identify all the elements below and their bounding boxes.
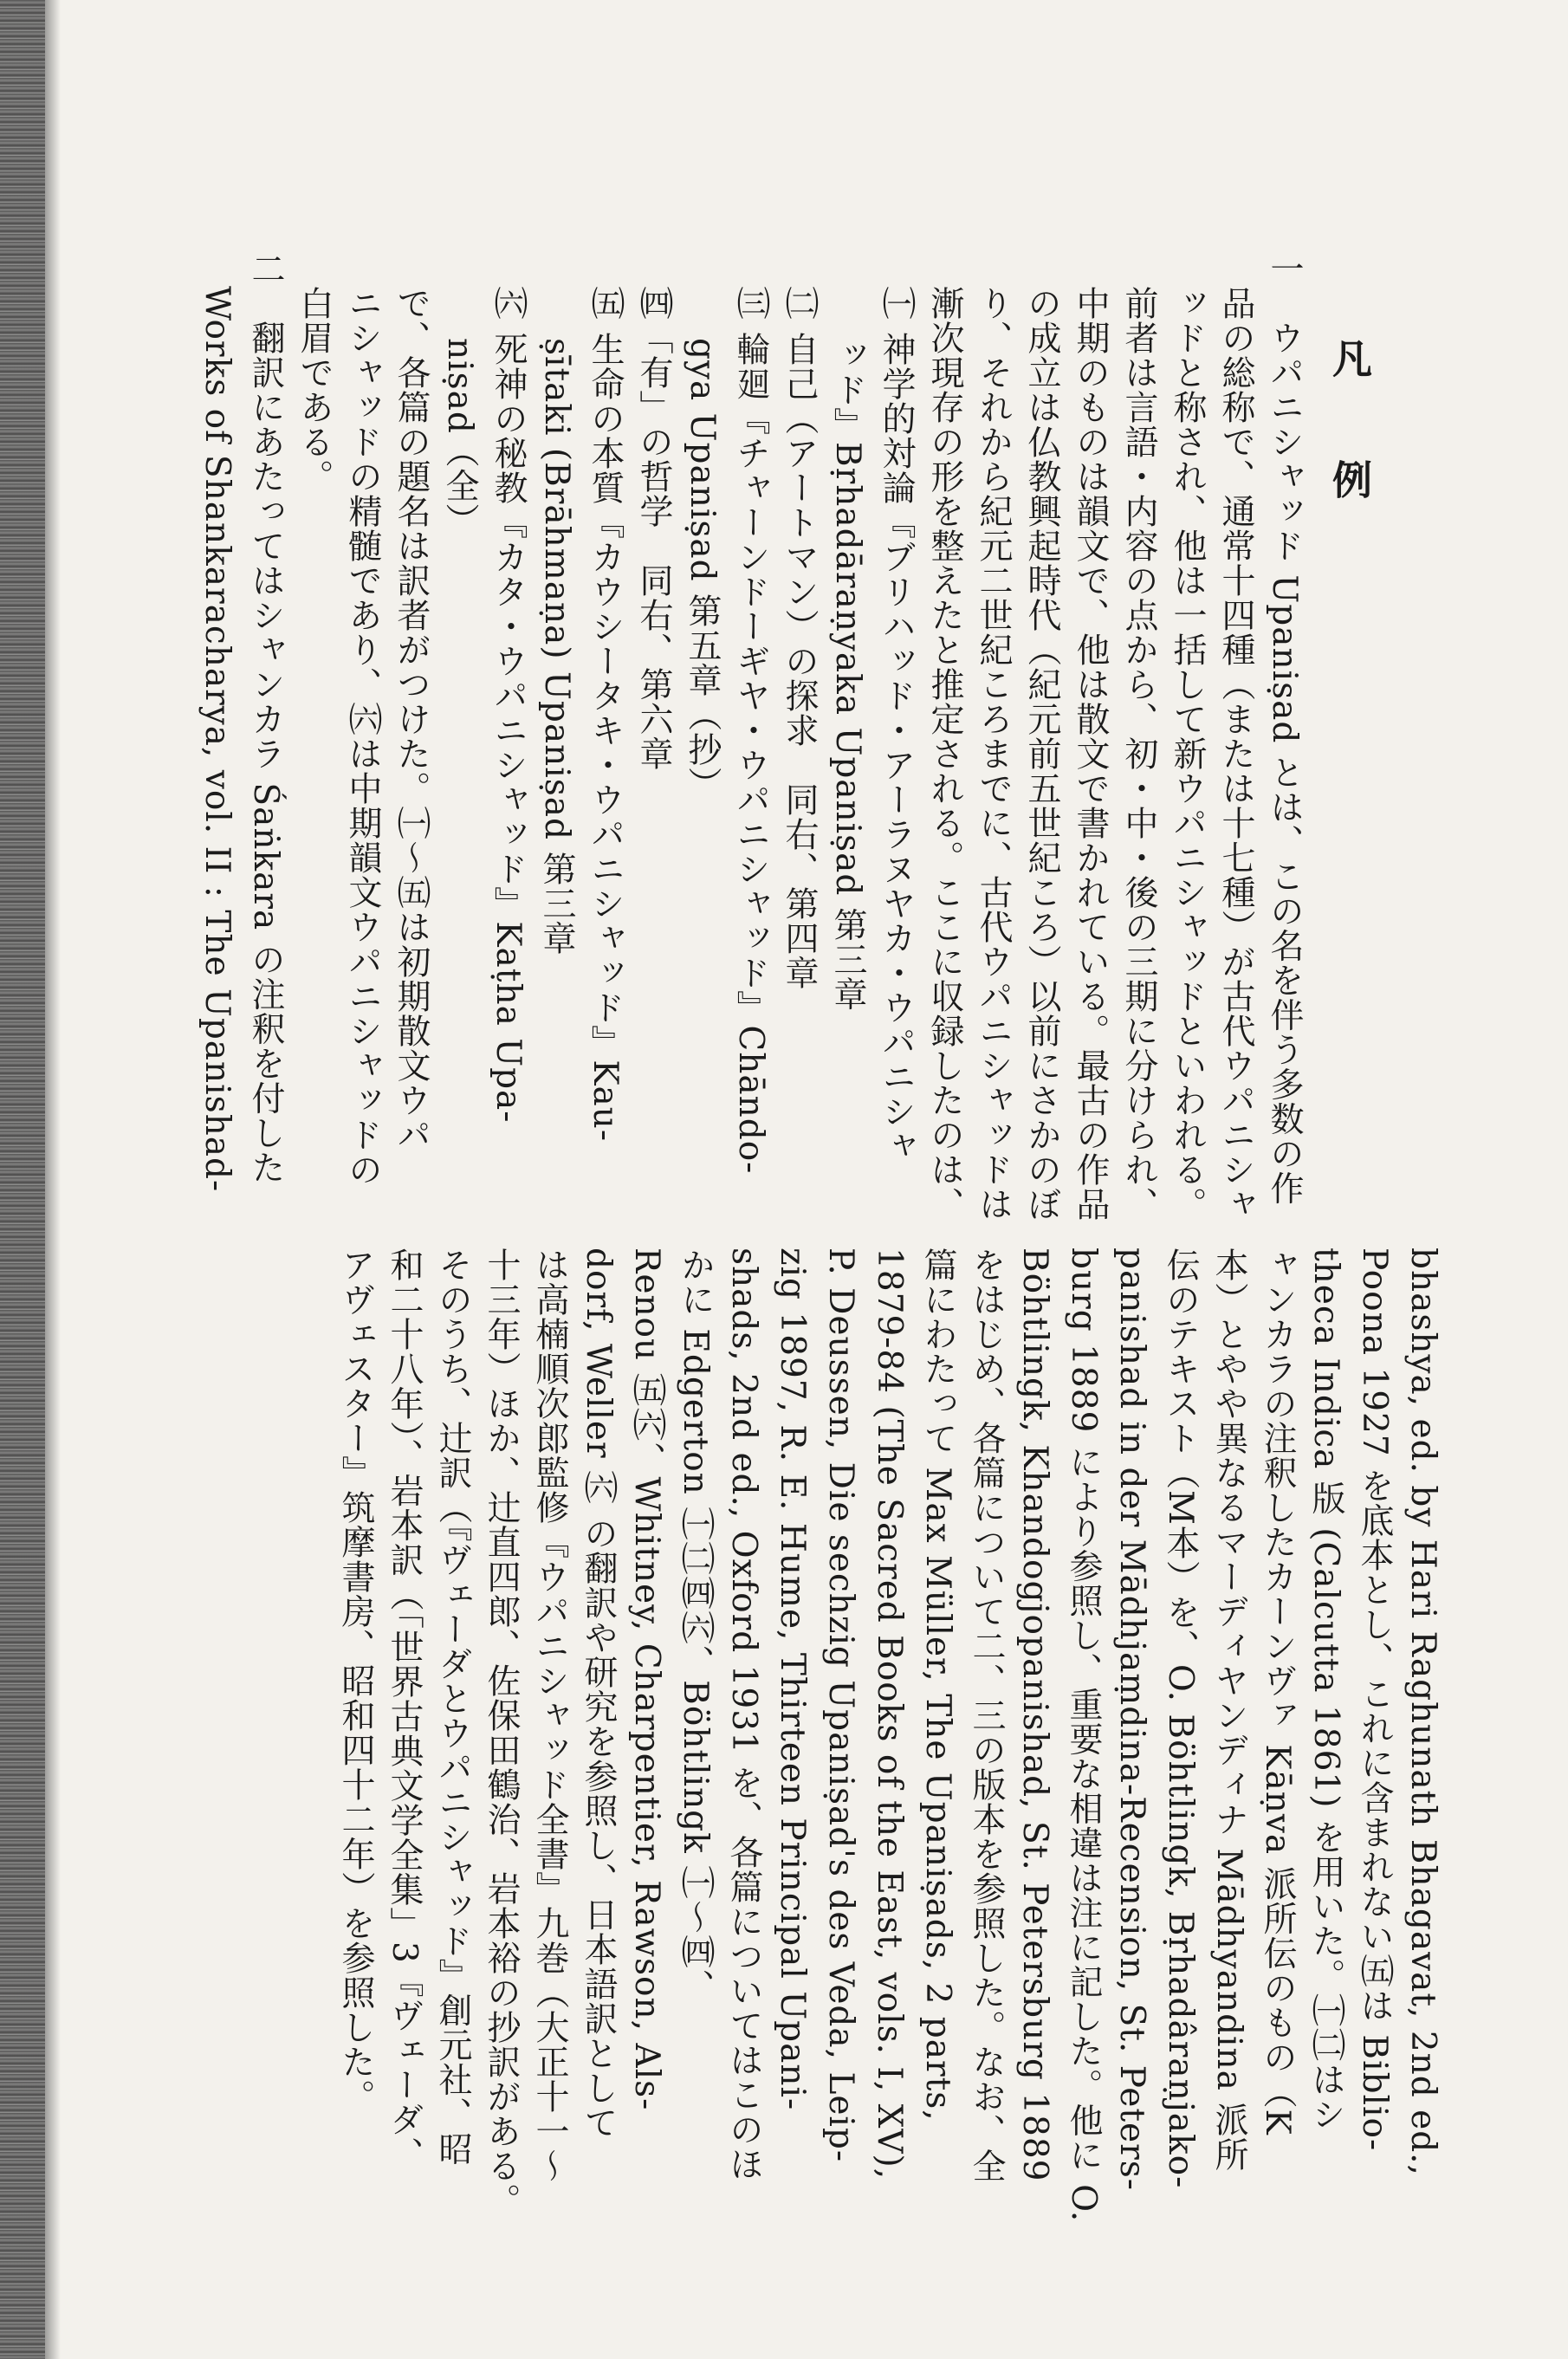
text-line: ッド』Bṛhadāraṇyaka Upaniṣad 第三章 bbox=[828, 338, 867, 1012]
text-line: 1879-84 (The Sacred Books of the East, vols. I, XV), bbox=[870, 1248, 909, 2181]
text-line: zig 1897, R. E. Hume, Thirteen Principal Upani- bbox=[773, 1248, 812, 2111]
text-line: 伝のテキスト（M本）を、O. Böhtlingk, Bṛhadâraṇjako- bbox=[1161, 1248, 1200, 2189]
binding-edge-shadow bbox=[45, 0, 61, 2359]
text-line: 篇にわたって Max Müller, The Upaniṣads, 2 parts, bbox=[918, 1248, 957, 2122]
text-line: ㈥ 死神の秘教『カタ・ウパニシャッド』Kaṭha Upa- bbox=[489, 286, 528, 1124]
text-line: theca Indica 版 (Calcutta 1861) を用いた。㈠㈡はシ bbox=[1306, 1248, 1345, 2132]
page-heading: 凡 例 bbox=[1326, 338, 1373, 520]
text-line: をはじめ、各篇について二、三の版本を参照した。なお、全 bbox=[967, 1248, 1006, 2183]
text-line: ṣītaki (Brāhmaṇa) Upaniṣad 第三章 bbox=[537, 338, 576, 956]
text-line: アヴェスター』筑摩書房、昭和四十二年）を参照した。 bbox=[336, 1248, 375, 2114]
text-block-bottom bbox=[104, 1248, 1447, 2223]
text-line: り、それから紀元二世紀ころまでに、古代ウパニシャッドは bbox=[974, 286, 1013, 1222]
text-line: gya Upaniṣad 第五章（抄） bbox=[683, 338, 722, 801]
text-line: panishad in der Mādhjaṃdina-Recension, St. Peters- bbox=[1112, 1248, 1151, 2191]
text-line: burg 1889 により参照し、重要な相違は注に記した。他に O. bbox=[1064, 1248, 1103, 2223]
text-line: は高楠順次郎監修『ウパニシャッド全書』九巻（大正十一〜 bbox=[530, 1248, 569, 2183]
text-line: ニシャッドの精髄であり、㈥は中期韻文ウパニシャッドの bbox=[343, 286, 382, 1187]
text-line: 二 翻訳にあたってはシャンカラ Śaṅkara の注釈を付した bbox=[246, 251, 285, 1185]
text-line: niṣad（全） bbox=[440, 338, 479, 538]
text-line: そのうち、辻訳（『ヴェーダとウパニシャッド』創元社、昭 bbox=[433, 1248, 472, 2167]
text-line: ㈡ 自己（アートマン）の探求 同右、第四章 bbox=[780, 286, 819, 991]
text-line: ッドと称され、他は一括して新ウパニシャッドといわれる。 bbox=[1168, 286, 1207, 1222]
text-line: Böhtlingk, Khandogjopanishad, St. Petersburg 1889 bbox=[1015, 1248, 1054, 2182]
text-line: bhashya, ed. by Hari Raghunath Bhagavat, 2nd ed., bbox=[1403, 1248, 1442, 2176]
text-line: 中期のものは韻文で、他は散文で書かれている。最古の作品 bbox=[1071, 286, 1110, 1222]
text-line: ㈣「有」の哲学 同右、第六章 bbox=[634, 286, 673, 771]
text-line: Renou ㈤㈥、Whitney, Charpentier, Rawson, Als- bbox=[627, 1248, 666, 2111]
text-line: 一 ウパニシャッド Upaniṣad とは、この名を伴う多数の作 bbox=[1265, 251, 1304, 1206]
text-line: Works of Shankaracharya, vol. II : The Upanishad- bbox=[198, 286, 236, 1193]
text-line: 十三年）ほか、辻直四郎、佐保田鶴治、岩本裕の抄訳がある。 bbox=[482, 1248, 521, 2218]
text-line: かに Edgerton ㈠㈡㈣㈥、Böhtlingk ㈠〜㈣、 bbox=[676, 1248, 715, 2005]
text-block-top bbox=[198, 251, 1308, 1222]
text-line: P. Deussen, Die sechzig Upaniṣad's des Veda, Leip- bbox=[821, 1248, 860, 2163]
text-line: ㈠ 神学的対論『ブリハッド・アーラヌヤカ・ウパニシャ bbox=[877, 286, 916, 1164]
text-line: ㈤ 生命の本質『カウシータキ・ウパニシャッド』Kau- bbox=[586, 286, 625, 1143]
text-line: ャンカラの注釈したカーンヴァ Kāṇva 派所伝のもの（K bbox=[1258, 1248, 1297, 2135]
text-line: Poona 1927 を底本とし、これに含まれない㈤は Biblio- bbox=[1355, 1248, 1394, 2152]
text-line: shads, 2nd ed., Oxford 1931 を、各篇についてはこのほ bbox=[724, 1248, 763, 2182]
book-binding-shadow bbox=[0, 0, 45, 2359]
text-line: 前者は言語・内容の点から、初・中・後の三期に分けられ、 bbox=[1119, 286, 1158, 1222]
text-line: 和二十八年）、岩本訳（「世界古典文学全集」3『ヴェーダ、 bbox=[385, 1248, 424, 2172]
text-line: ㈢ 輪廻『チャーンドーギヤ・ウパニシャッド』Chāndo- bbox=[731, 286, 770, 1175]
text-line: 品の総称で、通常十四種（または十七種）が古代ウパニシャ bbox=[1216, 286, 1255, 1222]
text-line: の成立は仏教興起時代（紀元前五世紀ころ）以前にさかのぼ bbox=[1022, 286, 1061, 1222]
text-line: 白眉である。 bbox=[295, 286, 334, 494]
text-line: 本）とやや異なるマーディヤンディナ Mādhyandina 派所 bbox=[1209, 1248, 1248, 2173]
text-line: で、各篇の題名は訳者がつけた。㈠〜㈤は初期散文ウパ bbox=[392, 286, 431, 1152]
text-line: 漸次現存の形を整えたと推定される。ここに収録したのは、 bbox=[925, 286, 964, 1222]
text-line: dorf, Weller ㈥ の翻訳や研究を参照し、日本語訳として bbox=[579, 1248, 618, 2141]
